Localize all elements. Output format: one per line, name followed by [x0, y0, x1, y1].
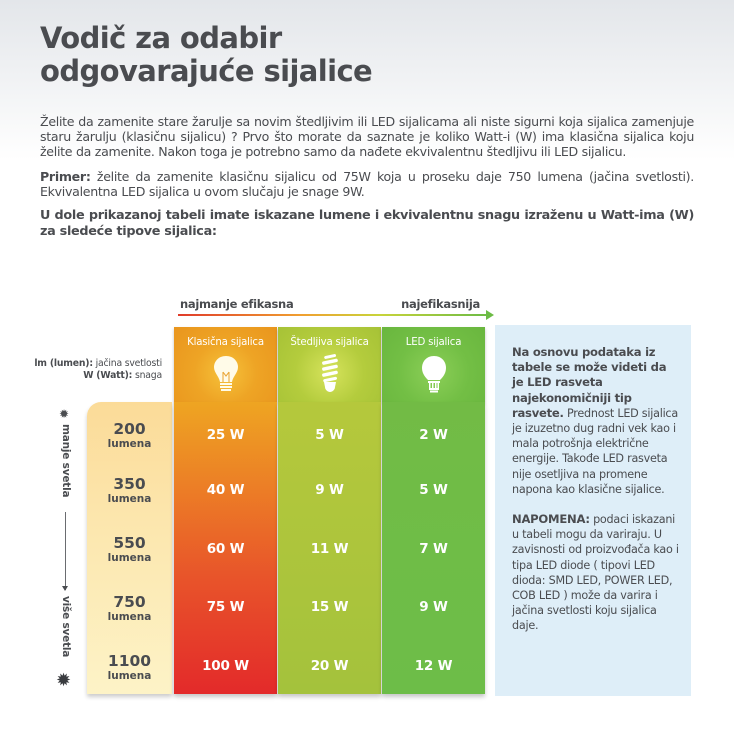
cfl-spiral-bulb-icon [317, 354, 343, 394]
watt-cell: 11 W [310, 541, 349, 557]
lumen-value: 350 [113, 475, 146, 493]
watt-cell: 5 W [419, 482, 448, 498]
table-lead-text: U dole prikazanoj tabeli imate iskazane lumene i ekvivalentnu snagu izraženu u Watt-ima (W) za sledeće tipove sijalica: [40, 208, 694, 239]
lumen-desc: jačina svetlosti [92, 358, 162, 369]
column-header-led [382, 327, 485, 403]
lumen-unit: lumena [107, 493, 152, 505]
lumen-key: lm (lumen): [34, 358, 93, 369]
column-header-saving [278, 327, 381, 403]
small-sun-icon: ✹ [59, 407, 70, 421]
column-header-classic [174, 327, 277, 403]
lumen-value: 1100 [107, 652, 152, 670]
lumen-value: 200 [113, 420, 146, 438]
lumen-column [87, 402, 172, 694]
lumen-unit: lumena [107, 670, 152, 682]
title-line-1: Vodič za odabir [40, 21, 282, 55]
intro-text [40, 114, 694, 248]
column-label: Štedljiva sijalica [290, 337, 369, 348]
lumen-row [87, 421, 172, 450]
example-label: Primer: [40, 168, 91, 184]
page-title [40, 22, 372, 88]
conclusion-paragraph [512, 345, 679, 497]
least-efficient-label: najmanje efikasna [180, 297, 294, 311]
watt-cell: 15 W [310, 599, 349, 615]
brightness-axis [56, 408, 80, 690]
watt-cell: 2 W [419, 427, 448, 443]
note-label: NAPOMENA: [512, 512, 590, 527]
intro-paragraph: Želite da zamenite stare žarulje sa novim štedljivim ili LED sijalicama ali niste sigurni koja sijalica zamenjuje staru žarulju (klasičnu sijalicu) ? Prvo što morate da saznate je koliko Watt-i (W) ima klasična sijalica koju želite da zamenite. Nakon toga je potrebno samo da nađete ekvivalentnu štedljivu ili LED sijalicu. [40, 114, 694, 160]
column-label: Klasična sijalica [187, 337, 264, 348]
lumen-row [87, 476, 172, 505]
example-paragraph [40, 169, 694, 199]
lumen-unit: lumena [107, 552, 152, 564]
axis-line [65, 512, 66, 590]
note-body: podaci iskazani u tabeli mogu da variraju. U zavisnosti od proizvođača kao i tipa LED diode ( tipovi LED dioda: SMD LED, POWER LED, COB LED ) može da varira i jačina svetlosti koju sijalica daje. [512, 513, 679, 633]
led-bulb-icon [421, 354, 447, 394]
watt-cell: 9 W [419, 599, 448, 615]
title-line-2: odgovarajuće sijalice [40, 54, 373, 88]
axis-arrow-icon [62, 586, 68, 591]
big-sun-icon: ✹ [56, 670, 72, 691]
incandescent-bulb-icon [213, 354, 239, 394]
lumen-unit: lumena [107, 438, 152, 450]
lumen-value: 750 [113, 593, 146, 611]
watt-key: W (Watt): [83, 370, 133, 381]
watt-cell: 7 W [419, 541, 448, 557]
legend-key [20, 358, 162, 382]
conclusion-body: Prednost LED sijalica je izuzetno dug radni vek kao i mala potrošnja električne energije. Takođe LED rasveta nije osetljiva na promene napona kao klasične sijalice. [512, 406, 678, 496]
lumen-value: 550 [113, 534, 146, 552]
watt-cell: 75 W [206, 599, 245, 615]
watt-cell: 20 W [310, 658, 349, 674]
less-light-label: manje svetla [60, 424, 72, 498]
efficiency-arrow [178, 297, 494, 317]
lumen-legend [20, 358, 162, 370]
watt-cell: 25 W [206, 427, 245, 443]
led-watt-column [382, 402, 485, 694]
side-note-panel [495, 325, 691, 696]
watt-cell: 12 W [414, 658, 453, 674]
arrow-head-icon [486, 310, 494, 320]
lumen-row [87, 594, 172, 623]
conclusion-bold: Na osnovu podataka iz tabele se može videti da je LED rasveta najekonomičniji tip rasvete. [512, 345, 667, 420]
watt-cell: 60 W [206, 541, 245, 557]
watt-legend [20, 370, 162, 382]
lumen-unit: lumena [107, 611, 152, 623]
lumen-row [87, 535, 172, 564]
more-light-label: više svetla [60, 596, 72, 658]
note-paragraph [512, 512, 679, 634]
watt-cell: 100 W [202, 658, 249, 674]
efficiency-gradient-line [178, 314, 488, 316]
example-text: želite da zamenite klasičnu sijalicu od 75W koja u proseku daje 750 lumena (jačina svetlosti). Ekvivalentna LED sijalica u ovom slučaju je snage 9W. [40, 168, 694, 199]
watt-desc: snaga [132, 370, 162, 381]
saving-watt-column [278, 402, 381, 694]
watt-cell: 5 W [315, 427, 344, 443]
watt-cell: 9 W [315, 482, 344, 498]
lumen-row [87, 653, 172, 682]
watt-cell: 40 W [206, 482, 245, 498]
most-efficient-label: najefikasnija [401, 297, 480, 311]
classic-watt-column [174, 402, 277, 694]
column-label: LED sijalica [405, 337, 462, 348]
